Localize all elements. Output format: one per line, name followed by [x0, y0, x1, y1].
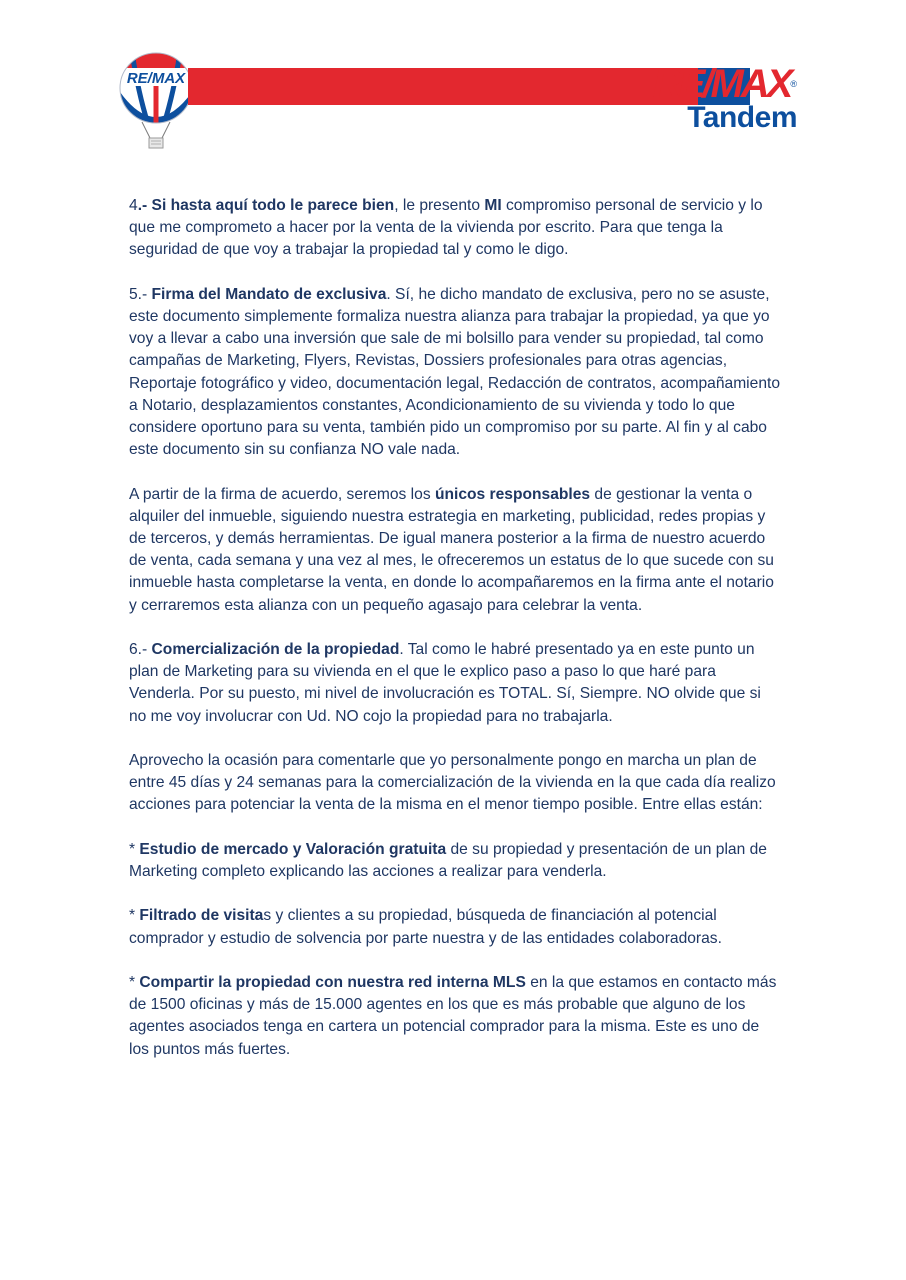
emphasis-text: Estudio de mercado y Valoración gratuita — [139, 840, 447, 858]
paragraph-text: * — [129, 907, 140, 925]
remax-balloon-logo — [118, 52, 196, 156]
brand-tandem-wordmark: Tandem — [687, 101, 797, 134]
header-red-bar — [188, 68, 698, 105]
body-paragraph — [129, 905, 781, 949]
paragraph-text: , le presento — [394, 197, 485, 214]
paragraph-text: Aprovecho la ocasión para comentarle que yo personalmente pongo en marcha un plan de entre 45 días y 24 semanas para la comercialización de la vivienda en la que cada día realizo acciones para potenciar la venta de la misma en el menor tiempo posible. Entre ellas están: — [129, 752, 776, 814]
body-paragraph — [129, 972, 781, 1061]
body-paragraph — [129, 639, 781, 728]
paragraph-text: * — [129, 974, 140, 991]
body-paragraph — [129, 195, 781, 262]
emphasis-text: Compartir la propiedad con nuestra red interna MLS — [139, 974, 526, 991]
paragraph-text: en la que estamos en contacto más de 1500 oficinas y más de 15.000 agentes en los que es más probable que alguno de los agentes asociados tenga en cartera un potencial comprador para la misma. Este es uno de los puntos más fuertes. — [129, 974, 777, 1058]
letter-body — [129, 195, 781, 1083]
paragraph-text: * — [129, 840, 140, 858]
paragraph-text: A partir de la firma de acuerdo, seremos los — [129, 485, 435, 503]
paragraph-text: . Tal como le habré presentado ya en este punto un plan de Marketing para su vivienda en el que le explico paso a paso lo que haré para Venderla. Por su puesto, mi nivel de involucración es TOTAL. Sí, Siempre. NO olvide que si no me voy involucrar con Ud. NO cojo la propiedad para no trabajarla. — [129, 641, 761, 725]
body-paragraph — [129, 284, 781, 462]
emphasis-text: Filtrado de visita — [139, 907, 264, 925]
body-paragraph — [129, 484, 781, 617]
body-paragraph — [129, 839, 781, 883]
emphasis-text: Firma del Mandato de exclusiva — [151, 285, 387, 303]
paragraph-text: de gestionar la venta o alquiler del inmueble, siguiendo nuestra estrategia en marketing, publicidad, redes propias y de terceros, y demás herramientas. De igual manera posterior a la firma de nuestro acuerdo de venta, cada semana y una vez al mes, le ofreceremos un estatus de lo que sucede con su inmueble hasta completarse la venta, en donde lo acompañaremos en la firma ante el notario y cerraremos esta alianza con un pequeño agasajo para celebrar la venta. — [129, 485, 774, 614]
brand-logo — [652, 64, 797, 134]
emphasis-text: .- Si hasta aquí todo le parece bien — [137, 197, 395, 214]
paragraph-text: 4 — [129, 197, 138, 214]
svg-text:RE/MAX: RE/MAX — [126, 70, 186, 87]
paragraph-text: . Sí, he dicho mandato de exclusiva, pero no se asuste, este documento simplemente formaliza nuestra alianza para trabajar la propiedad, ya que yo voy a llevar a cabo una inversión que sale de mi bolsillo para vender su propiedad, tal como campañas de Marketing, Flyers, Revistas, Dossiers profesionales para otras agencias, Reportaje fotográfico y video, documentación legal, Redacción de contratos, acompañamiento a Notario, desplazamientos constantes, Acondicionamiento de su vivienda y todo lo que considere oportuno para su venta, también pido un compromiso por su parte. Al fin y al cabo este documento sin su confianza NO vale nada. — [129, 285, 780, 459]
paragraph-text: 6.- — [129, 641, 152, 659]
emphasis-text: MI — [484, 197, 502, 214]
emphasis-text: Comercialización de la propiedad — [151, 641, 400, 659]
body-paragraph — [129, 750, 781, 817]
emphasis-text: únicos responsables — [434, 485, 591, 503]
letterhead — [118, 50, 798, 160]
paragraph-text: de su propiedad y presentación de un plan de Marketing completo explicando las acciones a realizar para venderla. — [129, 840, 767, 881]
brand-remax-wordmark: RE/MAX® — [652, 62, 797, 106]
paragraph-text: s y clientes a su propiedad, búsqueda de financiación al potencial comprador y estudio de solvencia por parte nuestra y de las entidades colaboradoras. — [129, 907, 722, 947]
paragraph-text: compromiso personal de servicio y lo que me comprometo a hacer por la venta de la vivienda por escrito. Para que tenga la seguridad de que voy a trabajar la propiedad tal y como le digo. — [129, 197, 763, 259]
paragraph-text: 5.- — [129, 285, 152, 303]
